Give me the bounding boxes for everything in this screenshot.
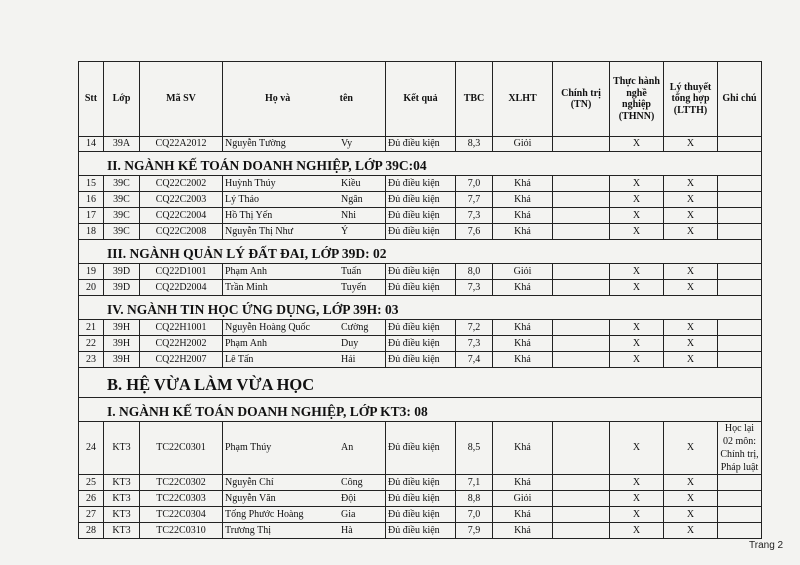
header-masv: Mã SV <box>140 62 223 137</box>
cell-xlht: Khá <box>493 336 553 352</box>
cell-lop: KT3 <box>104 507 140 523</box>
table-row <box>79 336 762 352</box>
cell-masv: CQ22H2007 <box>140 352 223 368</box>
header-ten: tên <box>339 93 353 105</box>
cell-tbc: 7,4 <box>456 352 493 368</box>
cell-thuchanh: X <box>610 422 664 475</box>
cell-ten: Công <box>341 476 363 488</box>
cell-hoten <box>223 176 386 192</box>
cell-hoten <box>223 523 386 539</box>
cell-thuchanh: X <box>610 320 664 336</box>
cell-chinhtri <box>553 491 610 507</box>
header-thuchanh: Thực hành nghề nghiệp (THNN) <box>610 62 664 137</box>
cell-stt: 16 <box>79 192 104 208</box>
header-lop: Lớp <box>104 62 140 137</box>
cell-ho: Tống Phước Hoàng <box>225 508 304 520</box>
cell-lop: 39H <box>104 352 140 368</box>
cell-ten: Cường <box>341 321 369 333</box>
cell-ketqua: Đủ điều kiện <box>386 475 456 491</box>
cell-chinhtri <box>553 336 610 352</box>
cell-lythuyet: X <box>664 523 718 539</box>
cell-lop: KT3 <box>104 491 140 507</box>
header-row <box>79 62 762 137</box>
cell-hoten <box>223 336 386 352</box>
cell-chinhtri <box>553 352 610 368</box>
cell-ho: Trần Minh <box>225 281 268 293</box>
cell-ketqua: Đủ điều kiện <box>386 224 456 240</box>
cell-ghichu <box>718 352 762 368</box>
cell-ghichu: Học lại 02 môn: Chính trị, Pháp luật <box>718 422 762 475</box>
cell-lythuyet: X <box>664 176 718 192</box>
cell-ten: Tuấn <box>341 265 362 277</box>
cell-ghichu <box>718 208 762 224</box>
cell-ho: Phạm Thúy <box>225 442 272 454</box>
cell-tbc: 7,3 <box>456 336 493 352</box>
cell-stt: 27 <box>79 507 104 523</box>
cell-ketqua: Đủ điều kiện <box>386 192 456 208</box>
cell-ghichu <box>718 192 762 208</box>
cell-xlht: Khá <box>493 176 553 192</box>
cell-ten: Gia <box>341 508 356 520</box>
cell-ho: Hồ Thị Yến <box>225 209 273 221</box>
cell-lop: 39C <box>104 192 140 208</box>
cell-lop: 39D <box>104 280 140 296</box>
cell-lythuyet: X <box>664 192 718 208</box>
cell-ten: Đội <box>341 492 356 504</box>
header-tbc: TBC <box>456 62 493 137</box>
cell-chinhtri <box>553 224 610 240</box>
cell-masv: CQ22D2004 <box>140 280 223 296</box>
cell-xlht: Giỏi <box>493 264 553 280</box>
section-title: I. NGÀNH KẾ TOÁN DOANH NGHIỆP, LỚP KT3: 08 <box>79 398 762 422</box>
cell-hoten <box>223 422 386 475</box>
cell-thuchanh: X <box>610 475 664 491</box>
cell-ho: Trương Thị <box>225 524 272 536</box>
cell-lop: 39H <box>104 320 140 336</box>
cell-xlht: Khá <box>493 192 553 208</box>
header-lythuyet: Lý thuyết tổng hợp (LTTH) <box>664 62 718 137</box>
cell-ten: Nhi <box>341 209 356 221</box>
cell-masv: TC22C0310 <box>140 523 223 539</box>
cell-xlht: Khá <box>493 280 553 296</box>
cell-lythuyet: X <box>664 137 718 152</box>
cell-ten: Hà <box>341 524 353 536</box>
table-row <box>79 352 762 368</box>
cell-tbc: 8,3 <box>456 137 493 152</box>
cell-hoten <box>223 137 386 152</box>
cell-masv: CQ22C2004 <box>140 208 223 224</box>
cell-masv: TC22C0302 <box>140 475 223 491</box>
cell-ketqua: Đủ điều kiện <box>386 208 456 224</box>
cell-ghichu <box>718 224 762 240</box>
table-row <box>79 475 762 491</box>
cell-thuchanh: X <box>610 491 664 507</box>
cell-stt: 23 <box>79 352 104 368</box>
cell-lythuyet: X <box>664 264 718 280</box>
cell-hoten <box>223 264 386 280</box>
cell-lythuyet: X <box>664 320 718 336</box>
cell-tbc: 7,9 <box>456 523 493 539</box>
cell-ghichu <box>718 176 762 192</box>
cell-ho: Nguyễn Hoàng Quốc <box>225 321 310 333</box>
cell-lop: KT3 <box>104 475 140 491</box>
cell-thuchanh: X <box>610 507 664 523</box>
cell-hoten <box>223 507 386 523</box>
cell-tbc: 7,0 <box>456 176 493 192</box>
cell-masv: TC22C0301 <box>140 422 223 475</box>
cell-xlht: Khá <box>493 507 553 523</box>
cell-xlht: Khá <box>493 320 553 336</box>
table-row <box>79 137 762 152</box>
header-ketqua: Kết quả <box>386 62 456 137</box>
cell-tbc: 7,2 <box>456 320 493 336</box>
cell-ten: Ngân <box>341 193 363 205</box>
cell-stt: 14 <box>79 137 104 152</box>
cell-lop: KT3 <box>104 523 140 539</box>
header-xlht: XLHT <box>493 62 553 137</box>
cell-ketqua: Đủ điều kiện <box>386 320 456 336</box>
section-title-major: B. HỆ VỪA LÀM VỪA HỌC <box>79 368 762 398</box>
cell-masv: CQ22C2003 <box>140 192 223 208</box>
cell-ho: Nguyễn Chí <box>225 476 274 488</box>
cell-stt: 28 <box>79 523 104 539</box>
table-row <box>79 422 762 475</box>
section-title: IV. NGÀNH TIN HỌC ỨNG DỤNG, LỚP 39H: 03 <box>79 296 762 320</box>
cell-ketqua: Đủ điều kiện <box>386 336 456 352</box>
table-row <box>79 208 762 224</box>
cell-xlht: Giỏi <box>493 491 553 507</box>
cell-stt: 25 <box>79 475 104 491</box>
section-title: II. NGÀNH KẾ TOÁN DOANH NGHIỆP, LỚP 39C:04 <box>79 152 762 176</box>
cell-stt: 21 <box>79 320 104 336</box>
cell-xlht: Khá <box>493 208 553 224</box>
cell-xlht: Khá <box>493 224 553 240</box>
cell-thuchanh: X <box>610 280 664 296</box>
cell-stt: 24 <box>79 422 104 475</box>
cell-ho: Phạm Anh <box>225 337 267 349</box>
cell-chinhtri <box>553 523 610 539</box>
cell-tbc: 7,3 <box>456 280 493 296</box>
table-row <box>79 192 762 208</box>
table-row <box>79 264 762 280</box>
cell-tbc: 7,7 <box>456 192 493 208</box>
cell-stt: 20 <box>79 280 104 296</box>
cell-hoten <box>223 192 386 208</box>
cell-hoten <box>223 475 386 491</box>
cell-chinhtri <box>553 280 610 296</box>
cell-xlht: Khá <box>493 352 553 368</box>
cell-lop: 39D <box>104 264 140 280</box>
section-row <box>79 296 762 320</box>
cell-lythuyet: X <box>664 224 718 240</box>
cell-hoten <box>223 352 386 368</box>
cell-ketqua: Đủ điều kiện <box>386 507 456 523</box>
cell-ho: Huỳnh Thúy <box>225 177 276 189</box>
cell-ten: Hải <box>341 353 356 365</box>
table-row <box>79 176 762 192</box>
cell-ghichu <box>718 491 762 507</box>
table-row <box>79 224 762 240</box>
cell-ghichu <box>718 507 762 523</box>
cell-ten: An <box>341 442 354 454</box>
cell-ten: Kiều <box>341 177 361 189</box>
cell-ho: Lý Thảo <box>225 193 259 205</box>
cell-hoten <box>223 320 386 336</box>
cell-masv: CQ22D1001 <box>140 264 223 280</box>
cell-ten: Vy <box>341 138 353 150</box>
table-row <box>79 523 762 539</box>
cell-ghichu <box>718 475 762 491</box>
cell-tbc: 8,5 <box>456 422 493 475</box>
cell-ho: Nguyễn Thị Như <box>225 225 294 237</box>
cell-ketqua: Đủ điều kiện <box>386 264 456 280</box>
cell-ketqua: Đủ điều kiện <box>386 352 456 368</box>
cell-lythuyet: X <box>664 507 718 523</box>
cell-masv: CQ22C2008 <box>140 224 223 240</box>
header-chinhtri: Chính trị (TN) <box>553 62 610 137</box>
cell-chinhtri <box>553 507 610 523</box>
cell-ho: Nguyễn Tường <box>225 138 286 150</box>
cell-ketqua: Đủ điều kiện <box>386 422 456 475</box>
cell-tbc: 7,6 <box>456 224 493 240</box>
cell-lythuyet: X <box>664 208 718 224</box>
cell-ketqua: Đủ điều kiện <box>386 137 456 152</box>
table-row <box>79 491 762 507</box>
cell-stt: 22 <box>79 336 104 352</box>
cell-ghichu <box>718 523 762 539</box>
results-table <box>78 61 762 539</box>
cell-tbc: 7,0 <box>456 507 493 523</box>
cell-ketqua: Đủ điều kiện <box>386 523 456 539</box>
cell-ho: Nguyễn Văn <box>225 492 276 504</box>
cell-ghichu <box>718 320 762 336</box>
section-row <box>79 398 762 422</box>
results-table-container <box>78 61 761 539</box>
cell-chinhtri <box>553 422 610 475</box>
cell-chinhtri <box>553 320 610 336</box>
cell-xlht: Khá <box>493 475 553 491</box>
cell-thuchanh: X <box>610 137 664 152</box>
section-row <box>79 368 762 398</box>
cell-lop: 39A <box>104 137 140 152</box>
cell-ketqua: Đủ điều kiện <box>386 280 456 296</box>
cell-masv: CQ22H2002 <box>140 336 223 352</box>
cell-lop: 39C <box>104 224 140 240</box>
cell-stt: 15 <box>79 176 104 192</box>
cell-chinhtri <box>553 137 610 152</box>
cell-hoten <box>223 208 386 224</box>
cell-masv: CQ22H1001 <box>140 320 223 336</box>
cell-stt: 19 <box>79 264 104 280</box>
cell-masv: TC22C0304 <box>140 507 223 523</box>
cell-ketqua: Đủ điều kiện <box>386 176 456 192</box>
cell-chinhtri <box>553 475 610 491</box>
cell-lop: 39C <box>104 208 140 224</box>
cell-ghichu <box>718 137 762 152</box>
cell-lop: 39H <box>104 336 140 352</box>
cell-stt: 18 <box>79 224 104 240</box>
cell-tbc: 8,8 <box>456 491 493 507</box>
page-number: Trang 2 <box>749 540 784 551</box>
cell-hoten <box>223 491 386 507</box>
cell-xlht: Giỏi <box>493 137 553 152</box>
cell-lythuyet: X <box>664 352 718 368</box>
cell-tbc: 7,3 <box>456 208 493 224</box>
cell-thuchanh: X <box>610 224 664 240</box>
cell-thuchanh: X <box>610 352 664 368</box>
cell-thuchanh: X <box>610 336 664 352</box>
table-row <box>79 280 762 296</box>
section-title: III. NGÀNH QUẢN LÝ ĐẤT ĐAI, LỚP 39D: 02 <box>79 240 762 264</box>
cell-thuchanh: X <box>610 523 664 539</box>
cell-lythuyet: X <box>664 280 718 296</box>
cell-chinhtri <box>553 208 610 224</box>
cell-masv: CQ22C2002 <box>140 176 223 192</box>
cell-ten: Duy <box>341 337 359 349</box>
section-row <box>79 152 762 176</box>
cell-ten: Ý <box>341 225 349 237</box>
cell-thuchanh: X <box>610 192 664 208</box>
cell-lythuyet: X <box>664 422 718 475</box>
cell-hoten <box>223 280 386 296</box>
cell-masv: TC22C0303 <box>140 491 223 507</box>
cell-lop: 39C <box>104 176 140 192</box>
cell-thuchanh: X <box>610 264 664 280</box>
cell-masv: CQ22A2012 <box>140 137 223 152</box>
table-row <box>79 320 762 336</box>
cell-xlht: Khá <box>493 523 553 539</box>
cell-ketqua: Đủ điều kiện <box>386 491 456 507</box>
table-row <box>79 507 762 523</box>
cell-tbc: 8,0 <box>456 264 493 280</box>
cell-xlht: Khá <box>493 422 553 475</box>
cell-stt: 26 <box>79 491 104 507</box>
cell-ghichu <box>718 336 762 352</box>
section-row <box>79 240 762 264</box>
header-ghichu: Ghi chú <box>718 62 762 137</box>
cell-lythuyet: X <box>664 336 718 352</box>
cell-lythuyet: X <box>664 475 718 491</box>
header-ho: Họ và <box>265 93 291 105</box>
cell-lop: KT3 <box>104 422 140 475</box>
cell-chinhtri <box>553 192 610 208</box>
cell-chinhtri <box>553 264 610 280</box>
cell-thuchanh: X <box>610 176 664 192</box>
header-stt: Stt <box>79 62 104 137</box>
cell-hoten <box>223 224 386 240</box>
header-hoten <box>223 62 386 137</box>
cell-ghichu <box>718 264 762 280</box>
cell-ho: Phạm Anh <box>225 265 267 277</box>
cell-ho: Lê Tấn <box>225 353 254 365</box>
cell-lythuyet: X <box>664 491 718 507</box>
cell-stt: 17 <box>79 208 104 224</box>
cell-tbc: 7,1 <box>456 475 493 491</box>
cell-ten: Tuyến <box>341 281 367 293</box>
cell-ghichu <box>718 280 762 296</box>
cell-chinhtri <box>553 176 610 192</box>
cell-thuchanh: X <box>610 208 664 224</box>
